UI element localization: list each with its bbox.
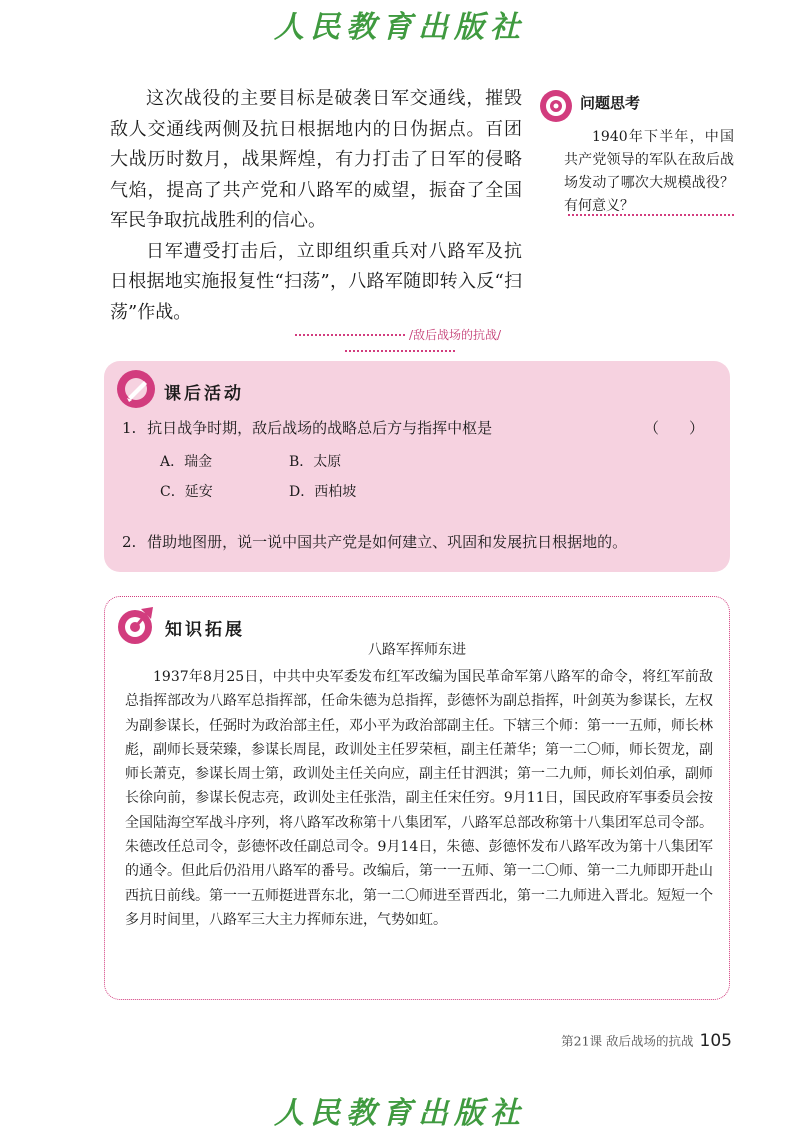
page-footer	[520, 1030, 732, 1051]
activity-title: 课后活动	[164, 384, 244, 404]
divider-line	[295, 334, 405, 336]
knowledge-box	[104, 596, 730, 1000]
question-number: 2.	[122, 533, 137, 551]
knowledge-title: 知识拓展	[165, 620, 245, 640]
option-d: D．西柏坡	[289, 484, 357, 500]
knowledge-heading: 八路军挥师东进	[368, 642, 466, 658]
question-number: 1.	[122, 419, 137, 437]
publisher-logo-top: 人民教育出版社	[274, 10, 526, 45]
option-c: C．延安	[160, 484, 213, 500]
answer-blank: （ ）	[644, 419, 705, 437]
divider-line	[345, 350, 455, 352]
question-text: 抗日战争时期，敌后战场的战略总后方与指挥中枢是	[147, 419, 493, 437]
lesson-title: 第21课 敌后战场的抗战	[561, 1033, 694, 1049]
question-2	[122, 531, 627, 552]
question-1	[122, 417, 492, 438]
question-text: 借助地图册，说一说中国共产党是如何建立、巩固和发展抗日根据地的。	[147, 533, 628, 551]
page-number: 105	[699, 1030, 732, 1051]
sidebar-text: 1940年下半年，中国共产党领导的军队在敌后战场发动了哪次大规模战役？有何意义？	[564, 129, 734, 214]
section-divider	[255, 326, 545, 357]
knowledge-paragraph: 1937年8月25日，中共中央军委发布红军改编为国民革命军第八路军的命令，将红军前敌总指挥部改为八路军总指挥部，任命朱德为总指挥，彭德怀为副总指挥，叶剑英为参谋长，左权为副参谋长，任弼时为政治部主任，邓小平为政治部副主任。下辖三个师：第一一五师，师长林彪，副师长聂荣臻，参谋长周昆，政训处主任罗荣桓，副主任萧华；第一二〇师，师长贺龙，副师长萧克，参谋长周士第，政训处主任关向应，副主任甘泗淇；第一二九师，师长刘伯承，副师长徐向前，参谋长倪志亮，政训处主任张浩，副主任宋任穷。9月11日，国民政府军事委员会按全国陆海空军战斗序列，将八路军改称第十八集团军，八路军总部改称第十八集团军总司令部。朱德改任总司令，彭德怀改任副总司令。9月14日，朱德、彭德怀发布八路军改为第十八集团军的通令。但此后仍沿用八路军的番号。改编后，第一一五师、第一二〇师、第一二九师即开赴山西抗日前线。第一一五师挺进晋东北，第一二〇师进至晋西北，第一二九师进入晋北。短短一个多月时间里，八路军三大主力挥师东进，气势如虹。	[125, 669, 713, 928]
option-b: B．太原	[289, 454, 342, 470]
activity-box	[104, 361, 730, 572]
paragraph: 日军遭受打击后，立即组织重兵对八路军及抗日根据地实施报复性“扫荡”，八路军随即转入反“扫荡”作战。	[110, 240, 522, 323]
main-text	[110, 84, 522, 328]
question-icon	[538, 88, 574, 124]
divider-label: /敌后战场的抗战/	[408, 328, 502, 342]
sidebar-title: 问题思考	[580, 94, 641, 112]
knowledge-text	[125, 665, 713, 932]
question-think-box	[538, 88, 734, 218]
option-a: A．瑞金	[160, 454, 213, 470]
publisher-logo-bottom: 人民教育出版社	[274, 1096, 526, 1131]
sidebar-divider	[568, 214, 734, 216]
paragraph: 这次战役的主要目标是破袭日军交通线，摧毁敌人交通线两侧及抗日根据地内的日伪据点。百团大战历时数月，战果辉煌，有力打击了日军的侵略气焰，提高了共产党和八路军的威望，振奋了全国军民争取抗战胜利的信心。	[110, 88, 522, 231]
activity-icon	[114, 367, 158, 411]
